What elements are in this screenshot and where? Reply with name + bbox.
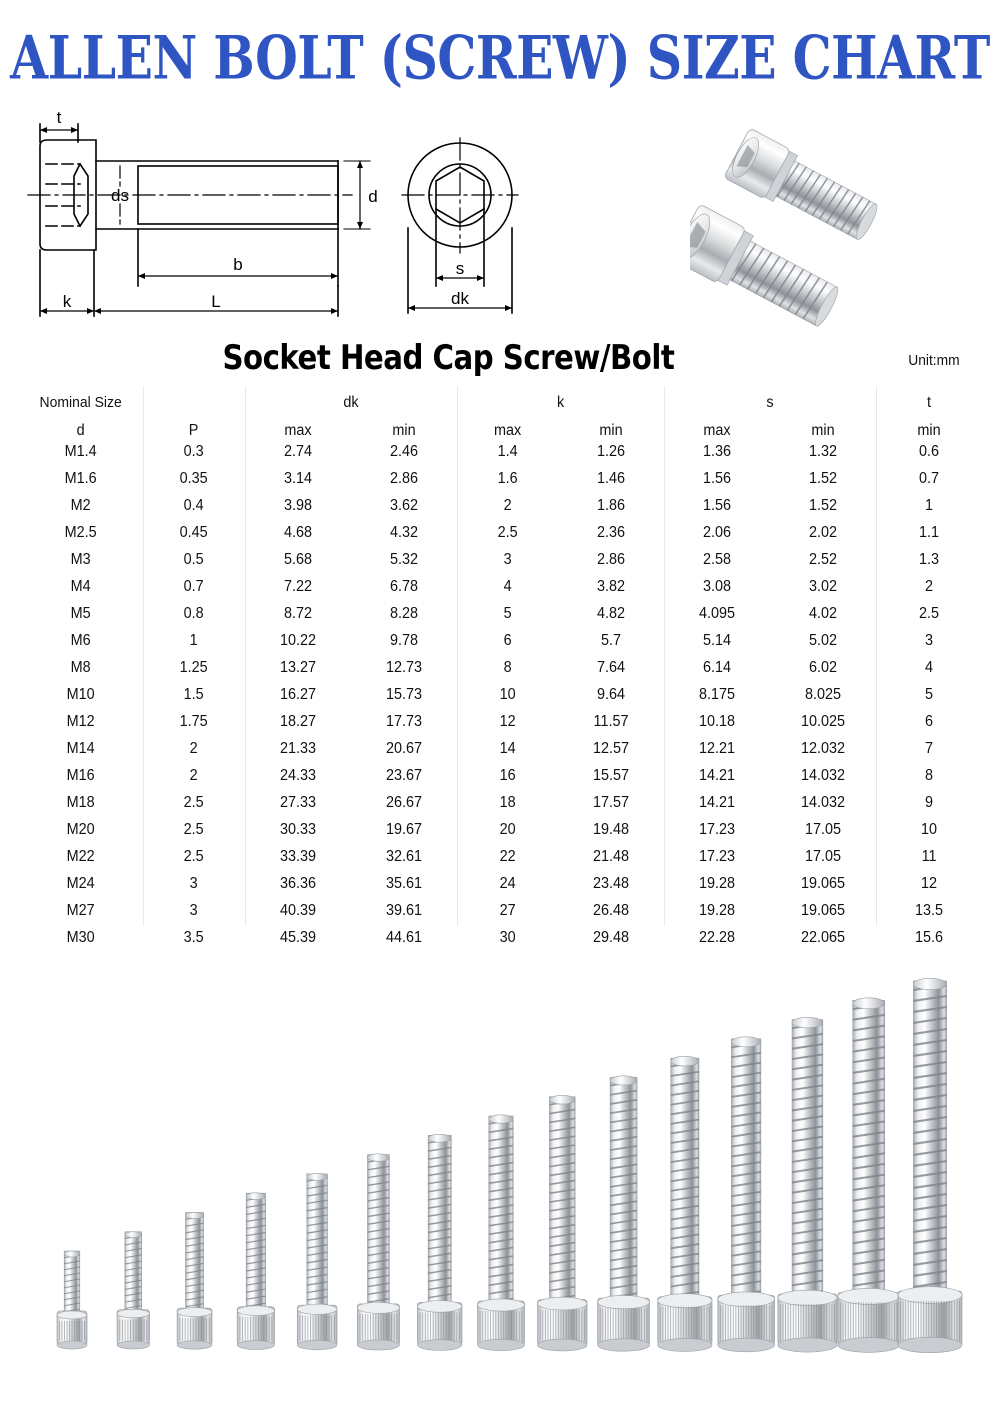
cell-s_max: 17.23 (698, 820, 735, 838)
cell-dk_max: 10.22 (279, 631, 316, 649)
cell-dk_max: 24.33 (279, 766, 316, 784)
cell-k_max: 27 (499, 901, 516, 919)
cell-s_min: 10.025 (800, 712, 845, 730)
cell-d: M1.4 (64, 442, 97, 460)
subheader-dk-max: max (283, 421, 312, 439)
diagram-strip (0, 108, 1000, 338)
cell-dk_max: 3.98 (283, 496, 312, 514)
cell-d: M4 (70, 577, 91, 595)
cell-k_min: 11.57 (593, 712, 629, 730)
table-row (18, 438, 982, 465)
cell-d: M22 (66, 847, 95, 865)
header-nominal-size: Nominal Size (39, 394, 122, 411)
cell-k_min: 5.7 (600, 631, 621, 649)
table-row (18, 492, 982, 519)
table-row (18, 546, 982, 573)
cell-s_min: 1.52 (808, 496, 837, 514)
cell-k_max: 22 (499, 847, 516, 865)
cell-s_min: 8.025 (804, 685, 841, 703)
cell-dk_max: 21.33 (279, 739, 316, 757)
cell-t_min: 4 (924, 658, 933, 676)
cell-k_max: 16 (499, 766, 516, 784)
screw-item (838, 998, 900, 1353)
cell-s_max: 3.08 (702, 577, 731, 595)
column-divider (664, 386, 665, 926)
cell-k_min: 1.86 (596, 496, 625, 514)
cell-t_min: 1.1 (918, 523, 939, 541)
table-row (18, 816, 982, 843)
table-row (18, 843, 982, 870)
cell-k_min: 9.64 (596, 685, 625, 703)
table-row (18, 573, 982, 600)
cell-dk_min: 26.67 (385, 793, 422, 811)
cell-s_max: 2.06 (702, 523, 731, 541)
cell-s_max: 1.36 (702, 442, 731, 460)
cell-k_max: 10 (499, 685, 516, 703)
cell-t_min: 7 (924, 739, 933, 757)
cell-P: 1.75 (179, 712, 208, 730)
screw-item (478, 1115, 525, 1351)
cell-d: M5 (70, 604, 91, 622)
cell-P: 2.5 (183, 820, 204, 838)
cell-dk_max: 30.33 (279, 820, 316, 838)
cell-dk_min: 2.46 (389, 442, 418, 460)
cell-dk_max: 3.14 (283, 469, 312, 487)
label-k: k (62, 292, 72, 311)
table-row (18, 627, 982, 654)
cell-s_min: 22.065 (800, 928, 845, 946)
cell-s_max: 14.21 (698, 766, 735, 784)
screw-item (177, 1212, 212, 1349)
column-divider (876, 386, 877, 926)
cell-s_min: 14.032 (800, 793, 845, 811)
cell-k_min: 15.57 (592, 766, 629, 784)
cell-s_max: 12.21 (698, 739, 735, 757)
table-row (18, 789, 982, 816)
cell-t_min: 13.5 (914, 901, 943, 919)
cell-dk_max: 27.33 (279, 793, 316, 811)
subheader-s-max: max (703, 421, 731, 439)
cell-P: 2 (189, 766, 198, 784)
cell-t_min: 1.3 (918, 550, 939, 568)
cell-dk_min: 9.78 (389, 631, 418, 649)
cell-k_min: 4.82 (596, 604, 625, 622)
cell-d: M2 (70, 496, 91, 514)
label-s: s (455, 259, 465, 278)
cell-d: M20 (66, 820, 95, 838)
screw-spec-table (18, 384, 982, 951)
cell-s_min: 17.05 (804, 847, 841, 865)
cell-dk_min: 5.32 (389, 550, 418, 568)
page-title: ALLEN BOLT (SCREW) SIZE CHART (10, 22, 990, 94)
subheader-d: d (76, 421, 85, 439)
cell-t_min: 0.6 (918, 442, 939, 460)
cell-d: M16 (66, 766, 95, 784)
cell-d: M2.5 (64, 523, 97, 541)
cell-P: 3 (189, 874, 198, 892)
cell-s_max: 1.56 (702, 469, 731, 487)
cell-t_min: 11 (921, 847, 937, 865)
cell-dk_min: 35.61 (385, 874, 422, 892)
cell-dk_min: 44.61 (385, 928, 422, 946)
cell-k_min: 23.48 (592, 874, 629, 892)
table-row (18, 762, 982, 789)
cell-s_max: 5.14 (702, 631, 731, 649)
header-s: s (766, 393, 774, 411)
subheader-dk-min: min (391, 421, 416, 439)
table-row (18, 924, 982, 951)
cell-dk_min: 23.67 (385, 766, 422, 784)
cell-dk_max: 4.68 (283, 523, 312, 541)
table-row (18, 519, 982, 546)
cell-dk_min: 20.67 (385, 739, 422, 757)
cell-s_min: 2.02 (808, 523, 837, 541)
cell-k_min: 26.48 (592, 901, 629, 919)
cell-s_max: 6.14 (702, 658, 731, 676)
cell-d: M1.6 (64, 469, 97, 487)
label-b: b (233, 255, 243, 274)
spec-table-body (18, 438, 982, 951)
cell-dk_max: 2.74 (283, 442, 312, 460)
screw-item (357, 1154, 399, 1350)
screw-item (297, 1173, 337, 1349)
cell-t_min: 9 (924, 793, 933, 811)
cell-P: 0.4 (183, 496, 204, 514)
cell-P: 2.5 (183, 793, 204, 811)
cell-dk_max: 45.39 (279, 928, 316, 946)
cell-s_max: 17.23 (698, 847, 735, 865)
header-k: k (556, 393, 564, 411)
cell-k_max: 1.4 (497, 442, 518, 460)
cell-k_min: 1.46 (596, 469, 625, 487)
column-divider (143, 386, 144, 926)
cell-dk_max: 40.39 (279, 901, 316, 919)
cell-k_max: 12 (499, 712, 516, 730)
cell-k_max: 1.6 (497, 469, 518, 487)
table-group-header-row (18, 384, 982, 410)
cell-k_min: 29.48 (592, 928, 629, 946)
cell-d: M6 (70, 631, 91, 649)
header (0, 0, 1000, 108)
cell-k_max: 6 (503, 631, 512, 649)
table-row (18, 708, 982, 735)
cell-d: M24 (66, 874, 95, 892)
cell-k_max: 3 (503, 550, 512, 568)
cell-dk_min: 15.73 (385, 685, 422, 703)
cell-dk_min: 2.86 (389, 469, 418, 487)
cell-t_min: 8 (924, 766, 933, 784)
cell-P: 1.25 (179, 658, 208, 676)
cell-dk_max: 33.39 (279, 847, 316, 865)
cell-s_min: 3.02 (808, 577, 837, 595)
screw-lineup-photo (0, 975, 1000, 1413)
cell-k_max: 2.5 (497, 523, 518, 541)
cell-P: 0.5 (183, 550, 204, 568)
cell-dk_min: 17.73 (385, 712, 422, 730)
cell-P: 1.5 (183, 685, 204, 703)
cell-k_max: 20 (499, 820, 516, 838)
cell-P: 0.7 (183, 577, 204, 595)
cell-P: 3.5 (183, 928, 204, 946)
cell-P: 1 (189, 631, 198, 649)
screw-item (57, 1251, 87, 1349)
cell-k_min: 2.86 (596, 550, 625, 568)
cell-k_min: 2.36 (596, 523, 625, 541)
cell-t_min: 15.6 (914, 928, 943, 946)
spec-table-wrap (18, 384, 982, 946)
cell-k_min: 3.82 (596, 577, 625, 595)
screw-item (718, 1037, 775, 1352)
cell-k_min: 7.64 (596, 658, 625, 676)
screw-item (117, 1232, 149, 1349)
cell-dk_min: 4.32 (389, 523, 418, 541)
cell-dk_max: 36.36 (279, 874, 316, 892)
cell-dk_max: 7.22 (283, 577, 312, 595)
subheader-k-min: min (599, 421, 623, 439)
cell-s_max: 10.18 (698, 712, 735, 730)
cell-s_min: 17.05 (804, 820, 841, 838)
subheader-k-max: max (493, 421, 521, 439)
cell-s_min: 5.02 (808, 631, 837, 649)
cell-k_min: 12.57 (592, 739, 629, 757)
screw-photo-pair (690, 116, 990, 336)
cell-dk_max: 13.27 (279, 658, 316, 676)
label-L: L (211, 292, 221, 311)
cell-d: M8 (70, 658, 91, 676)
cell-dk_min: 3.62 (389, 496, 418, 514)
cell-k_max: 18 (499, 793, 516, 811)
cell-dk_min: 8.28 (389, 604, 418, 622)
screw-item (598, 1076, 650, 1351)
cell-d: M10 (66, 685, 95, 703)
cell-k_max: 14 (499, 739, 516, 757)
cell-s_min: 12.032 (800, 739, 845, 757)
table-row (18, 465, 982, 492)
cell-t_min: 2 (924, 577, 933, 595)
cell-s_min: 1.52 (808, 469, 837, 487)
cell-k_min: 19.48 (592, 820, 629, 838)
cell-P: 2 (189, 739, 198, 757)
cell-s_max: 19.28 (698, 874, 735, 892)
label-d: d (368, 187, 378, 206)
screw-item (237, 1193, 274, 1350)
screw-item (778, 1017, 837, 1352)
cell-t_min: 12 (920, 874, 937, 892)
cell-P: 0.3 (183, 442, 204, 460)
cell-s_max: 19.28 (698, 901, 735, 919)
cell-dk_max: 16.27 (279, 685, 316, 703)
table-row (18, 681, 982, 708)
cell-dk_min: 12.73 (385, 658, 422, 676)
cell-dk_min: 32.61 (385, 847, 422, 865)
cell-s_max: 4.095 (698, 604, 735, 622)
cell-d: M14 (66, 739, 95, 757)
column-divider (245, 386, 246, 926)
cell-P: 0.8 (183, 604, 204, 622)
cell-P: 2.5 (183, 847, 204, 865)
cell-s_min: 14.032 (800, 766, 845, 784)
cell-k_min: 17.57 (592, 793, 629, 811)
header-dk: dk (342, 393, 359, 411)
screw-item (658, 1056, 712, 1351)
cell-s_min: 4.02 (808, 604, 837, 622)
cell-s_min: 2.52 (808, 550, 837, 568)
screw-item (417, 1134, 462, 1350)
cell-t_min: 6 (924, 712, 933, 730)
cell-P: 0.35 (179, 469, 208, 487)
cell-s_min: 1.32 (808, 442, 837, 460)
table-row (18, 870, 982, 897)
cell-k_max: 30 (499, 928, 516, 946)
subheader-s-min: min (811, 421, 835, 439)
chart-subtitle: Socket Head Cap Screw/Bolt (222, 338, 675, 378)
cell-s_max: 14.21 (698, 793, 735, 811)
cell-d: M27 (66, 901, 95, 919)
cell-dk_min: 39.61 (385, 901, 422, 919)
cell-dk_min: 19.67 (385, 820, 422, 838)
cell-P: 0.45 (179, 523, 208, 541)
subheader-t-min: min (917, 421, 941, 439)
table-row (18, 654, 982, 681)
cell-t_min: 10 (920, 820, 937, 838)
cell-t_min: 5 (924, 685, 933, 703)
label-t: t (56, 108, 62, 127)
cell-d: M30 (66, 928, 95, 946)
unit-label: Unit:mm (908, 352, 960, 369)
column-divider (457, 386, 458, 926)
cell-s_max: 2.58 (702, 550, 731, 568)
header-pitch: P (189, 421, 199, 439)
cell-s_max: 8.175 (698, 685, 735, 703)
cell-k_max: 4 (503, 577, 512, 595)
cell-s_max: 1.56 (702, 496, 731, 514)
label-dk: dk (451, 289, 469, 308)
cell-k_min: 1.26 (596, 442, 625, 460)
cell-k_max: 2 (503, 496, 512, 514)
technical-drawing (22, 108, 542, 323)
cell-s_min: 6.02 (808, 658, 837, 676)
cell-k_max: 8 (503, 658, 512, 676)
cell-s_max: 22.28 (698, 928, 735, 946)
cell-t_min: 1 (924, 496, 933, 514)
table-row (18, 897, 982, 924)
header-t: t (926, 393, 931, 411)
cell-dk_max: 18.27 (279, 712, 316, 730)
cell-d: M18 (66, 793, 95, 811)
cell-k_max: 5 (503, 604, 512, 622)
cell-dk_max: 8.72 (283, 604, 312, 622)
cell-t_min: 0.7 (918, 469, 939, 487)
cell-k_max: 24 (499, 874, 516, 892)
cell-k_min: 21.48 (592, 847, 629, 865)
cell-t_min: 2.5 (918, 604, 939, 622)
cell-dk_max: 5.68 (283, 550, 312, 568)
screw-item (898, 978, 962, 1352)
cell-d: M12 (66, 712, 95, 730)
subtitle-row (0, 338, 1000, 384)
cell-s_min: 19.065 (800, 874, 845, 892)
table-row (18, 735, 982, 762)
label-ds: ds (111, 186, 129, 205)
cell-P: 3 (189, 901, 198, 919)
cell-s_min: 19.065 (800, 901, 845, 919)
cell-d: M3 (70, 550, 91, 568)
screw-item (538, 1095, 587, 1351)
table-row (18, 600, 982, 627)
cell-t_min: 3 (924, 631, 933, 649)
cell-dk_min: 6.78 (389, 577, 418, 595)
